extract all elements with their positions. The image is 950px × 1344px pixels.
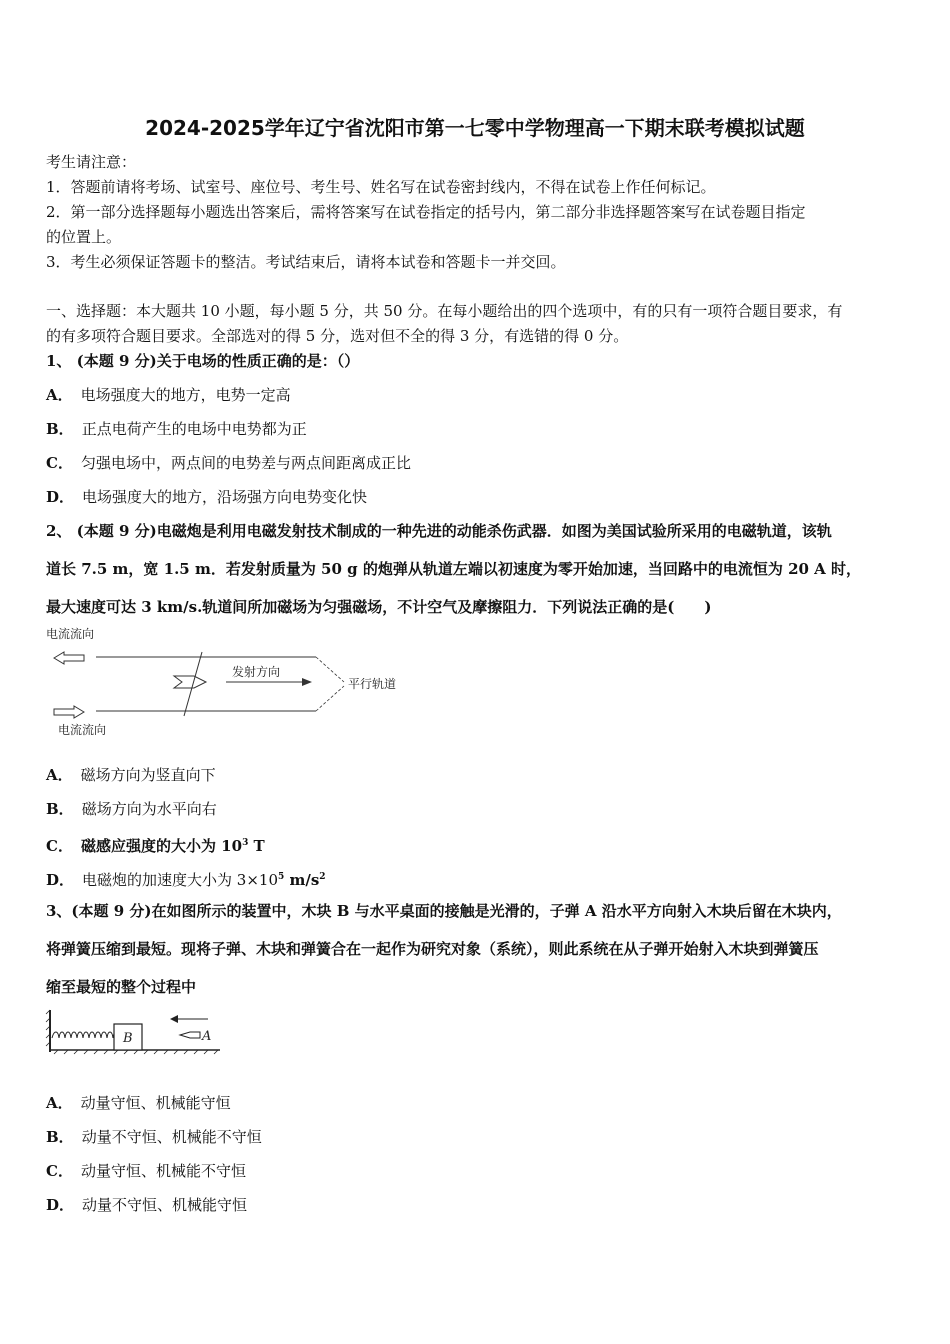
notice-heading: 考生请注意： [46,153,137,171]
option-text: 电磁炮的加速度大小为 3×10 [82,871,278,889]
option-text: 匀强电场中，两点间的电势差与两点间距离成正比 [80,454,411,472]
option-key: C． [46,837,73,855]
question-1-stem: 1、 (本题 9 分)关于电场的性质正确的是：（） [46,352,360,370]
bullet-a-icon [180,1032,200,1038]
q2-option-d [46,866,326,891]
option-key: D． [46,871,75,889]
option-key: B． [46,1128,74,1146]
option-key: D． [46,1196,75,1214]
question-3-stem: 缩至最短的整个过程中 [46,978,197,996]
right-arrow-icon [54,706,84,718]
unit: m/s [284,871,320,889]
option-text: 磁感应强度的大小为 10 [80,837,243,855]
launch-direction-label: 发射方向 [232,665,281,679]
rail-gun-figure [44,624,414,742]
option-text: 磁场方向为竖直向下 [80,766,216,784]
arrowhead-icon [302,678,312,686]
option-key: A． [46,386,73,404]
parallel-rail-label: 平行轨道 [348,677,397,691]
q3-option-a [46,1092,231,1114]
q1-option-c [46,452,411,474]
spring-block-figure [44,1006,224,1058]
q1-option-b [46,418,307,440]
question-2-stem: 最大速度可达 3 km/s.轨道间所加磁场为匀强磁场，不计空气及摩擦阻力．下列说法正确的是( ) [46,598,712,616]
option-text: 动量守恒、机械能不守恒 [80,1162,246,1180]
question-2-stem: 道长 7.5 m，宽 1.5 m．若发射质量为 50 g 的炮弹从轨道左端以初速度为零开始加速，当回路中的电流恒为 20 A 时， [46,560,862,578]
armature-icon [184,652,202,716]
rail-pointer-line [316,686,344,711]
left-arrow-icon [54,652,84,664]
option-key: A． [46,1094,73,1112]
current-label-top: 电流流向 [46,627,95,641]
q2-option-a [46,764,216,786]
option-text: 磁场方向为水平向右 [81,800,217,818]
section-instructions: 的有多项符合题目要求。全部选对的得 5 分，选对但不全的得 3 分，有选错的得 0 分。 [46,327,629,345]
q3-option-b [46,1126,262,1148]
q1-option-d [46,486,367,508]
page-title: 2024-2025学年辽宁省沈阳市第一七零中学物理高一下期末联考模拟试题 [145,116,805,140]
option-key: D． [46,488,75,506]
q1-option-a [46,384,291,406]
notice-item: 的位置上。 [46,228,122,246]
notice-item: 3．考生必须保证答题卡的整洁。考试结束后，请将本试卷和答题卡一并交回。 [46,253,566,271]
option-text: 正点电荷产生的电场中电势都为正 [81,420,307,438]
current-label-bottom: 电流流向 [58,723,107,737]
notice-item: 2．第一部分选择题每小题选出答案后，需将答案写在试卷指定的括号内，第二部分非选择题答案写在试卷题目指定 [46,203,806,221]
projectile-icon [174,676,206,688]
exponent: 2 [319,872,326,882]
notice-item: 1．答题前请将考场、试室号、座位号、考生号、姓名写在试卷密封线内，不得在试卷上作任何标记。 [46,178,716,196]
option-text: 动量不守恒、机械能不守恒 [81,1128,262,1146]
section-instructions: 一、选择题：本大题共 10 小题，每小题 5 分，共 50 分。在每小题给出的四个选项中，有的只有一项符合题目要求，有 [46,302,843,320]
q2-option-c [46,832,265,857]
bullet-a-label: A [202,1029,212,1044]
question-2-stem: 2、 (本题 9 分)电磁炮是利用电磁发射技术制成的一种先进的动能杀伤武器．如图为美国试验所采用的电磁轨道，该轨 [46,522,832,540]
option-key: C． [46,1162,73,1180]
option-key: A． [46,766,73,784]
option-text: 动量不守恒、机械能守恒 [82,1196,248,1214]
option-key: B． [46,800,74,818]
spring-icon [52,1032,119,1038]
rail-pointer-line [316,657,344,682]
block-b-label: B [123,1031,133,1046]
arrowhead-icon [170,1015,178,1023]
exponent: 3 [242,838,249,848]
option-text: 电场强度大的地方，电势一定高 [80,386,291,404]
unit: T [248,837,265,855]
question-3-stem: 将弹簧压缩到最短。现将子弹、木块和弹簧合在一起作为研究对象（系统），则此系统在从子弹开始射入木块到弹簧压 [46,940,819,958]
option-text: 电场强度大的地方，沿场强方向电势变化快 [82,488,368,506]
exponent: 5 [277,872,285,882]
option-key: B． [46,420,74,438]
q2-option-b [46,798,217,820]
question-3-stem: 3、(本题 9 分)在如图所示的装置中，木块 B 与水平桌面的接触是光滑的，子弹 A 沿水平方向射入木块后留在木块内， [46,902,842,920]
q3-option-d [46,1194,247,1216]
q3-option-c [46,1160,246,1182]
option-key: C． [46,454,73,472]
option-text: 动量守恒、机械能守恒 [80,1094,231,1112]
